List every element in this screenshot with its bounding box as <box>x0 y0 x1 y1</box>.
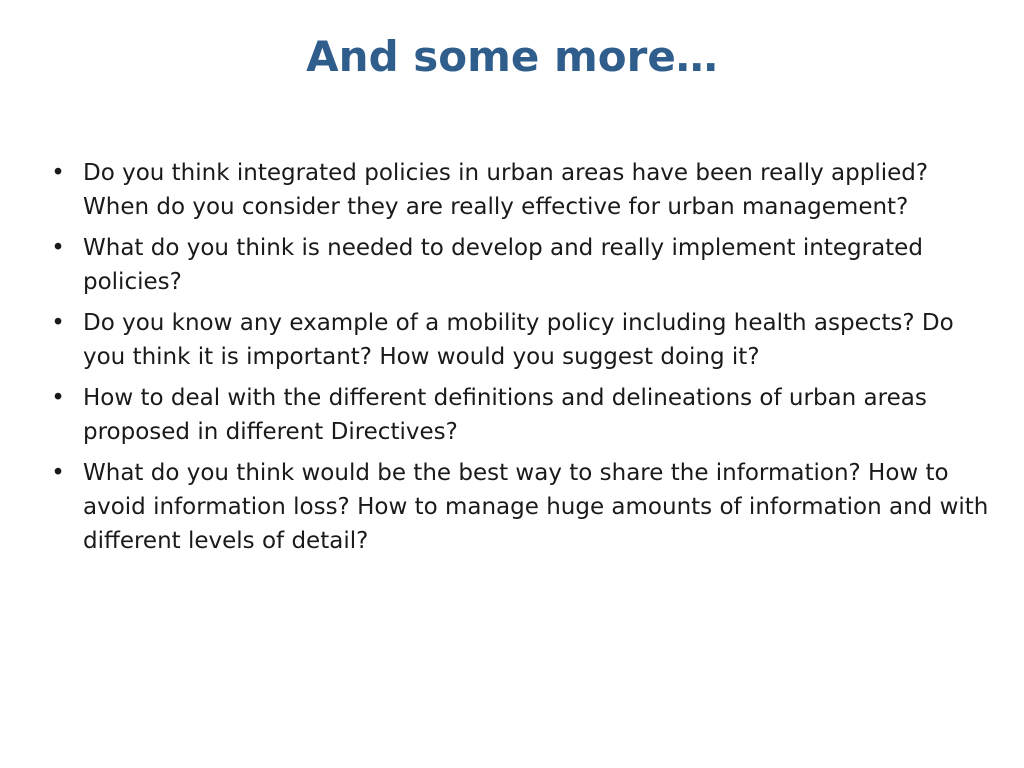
bullet-item-1 <box>40 156 990 224</box>
bullet-text: Do you think integrated policies in urban areas have been really applied? When do you consider they are really effective for urban management? <box>83 160 929 220</box>
bullet-item-3 <box>40 306 990 374</box>
bullet-text: What do you think is needed to develop and really implement integrated policies? <box>83 235 923 295</box>
bullet-text: Do you know any example of a mobility policy including health aspects? Do you think it is important? How would you suggest doing it? <box>83 310 954 370</box>
slide-title: And some more… <box>306 32 718 81</box>
bullet-text: How to deal with the different definitions and delineations of urban areas proposed in different Directives? <box>83 385 927 445</box>
bullet-icon: • <box>51 310 65 336</box>
bullet-icon: • <box>51 385 65 411</box>
bullet-icon: • <box>51 460 65 486</box>
bullet-item-4 <box>40 381 990 449</box>
bullet-item-2 <box>40 231 990 299</box>
bullet-item-5 <box>40 456 990 558</box>
bullet-list <box>40 156 990 565</box>
bullet-icon: • <box>51 160 65 186</box>
bullet-icon: • <box>51 235 65 261</box>
bullet-text: What do you think would be the best way to share the information? How to avoid information loss? How to manage huge amounts of information and with different levels of detail? <box>83 460 989 554</box>
